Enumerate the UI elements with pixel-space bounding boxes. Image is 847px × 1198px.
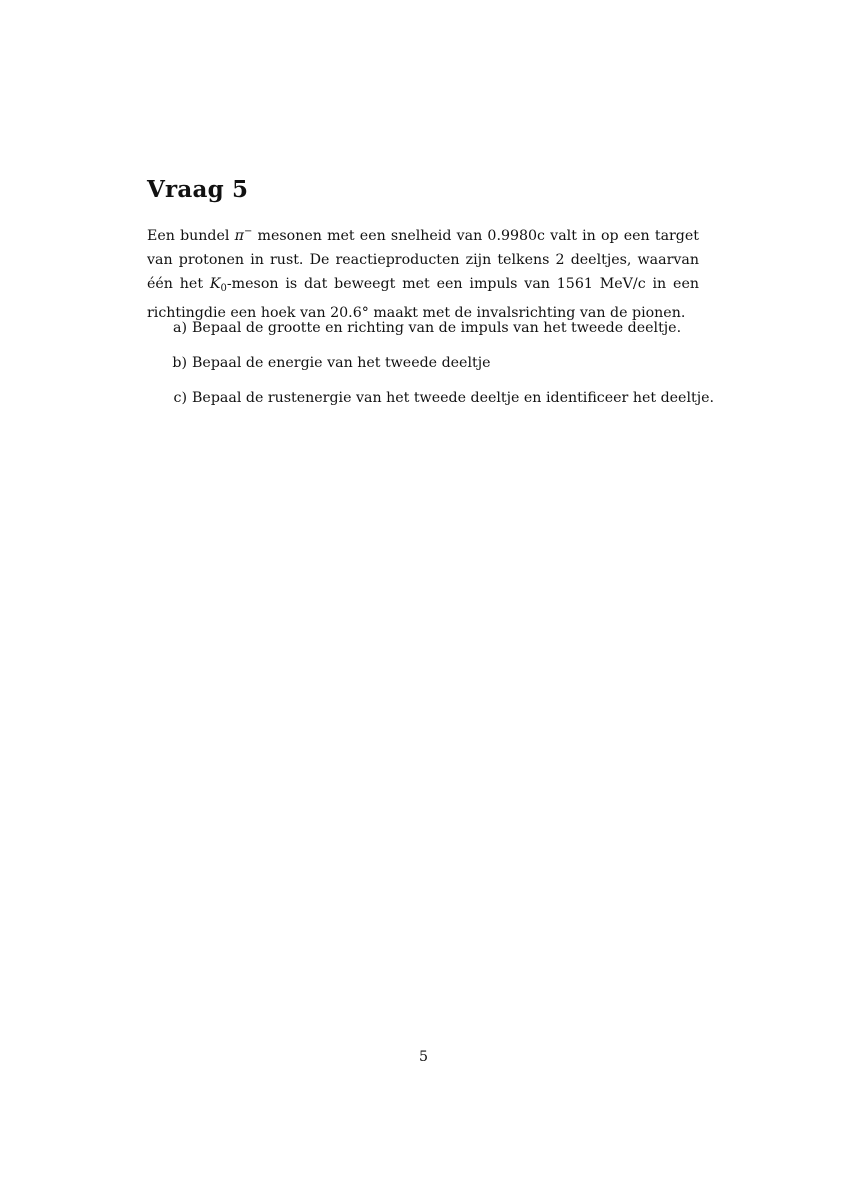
k-subscript: 0 [220,283,227,294]
paragraph-line-1 [147,220,699,248]
line1-start: Een bundel [147,228,230,244]
question-items [160,316,720,421]
line3-start: één het [147,276,204,292]
k-symbol: $K_0$ [209,276,227,294]
item-marker: b) [172,355,187,371]
line1-end: mesonen met een snelheid van 0.9980c valt in op een target [257,228,699,244]
item-marker: c) [173,390,187,406]
pi-superscript: − [243,226,253,237]
line3-end: -meson is dat beweegt met een impuls van 1561 MeV/c in een [226,276,699,292]
list-item [160,316,720,351]
question-heading: Vraag 5 [147,176,249,203]
paragraph-line-3 [147,272,699,301]
list-item [160,386,720,421]
paragraph-line-2: van protonen in rust. De reactieproducten zijn telkens 2 deeltjes, waarvan [147,252,699,268]
item-text: Bepaal de grootte en richting van de impuls van het tweede deeltje. [192,320,682,336]
paragraph-line-4: richtingdie een hoek van 20.6° maakt met de invalsrichting van de pionen. [147,305,686,321]
item-marker: a) [173,320,187,336]
page-number: 5 [418,1049,429,1065]
item-text: Bepaal de rustenergie van het tweede deeltje en identificeer het deeltje. [192,390,714,406]
item-text: Bepaal de energie van het tweede deeltje [192,355,491,371]
pi-symbol: π− [234,226,253,244]
question-paragraph [147,220,699,325]
list-item [160,351,720,386]
